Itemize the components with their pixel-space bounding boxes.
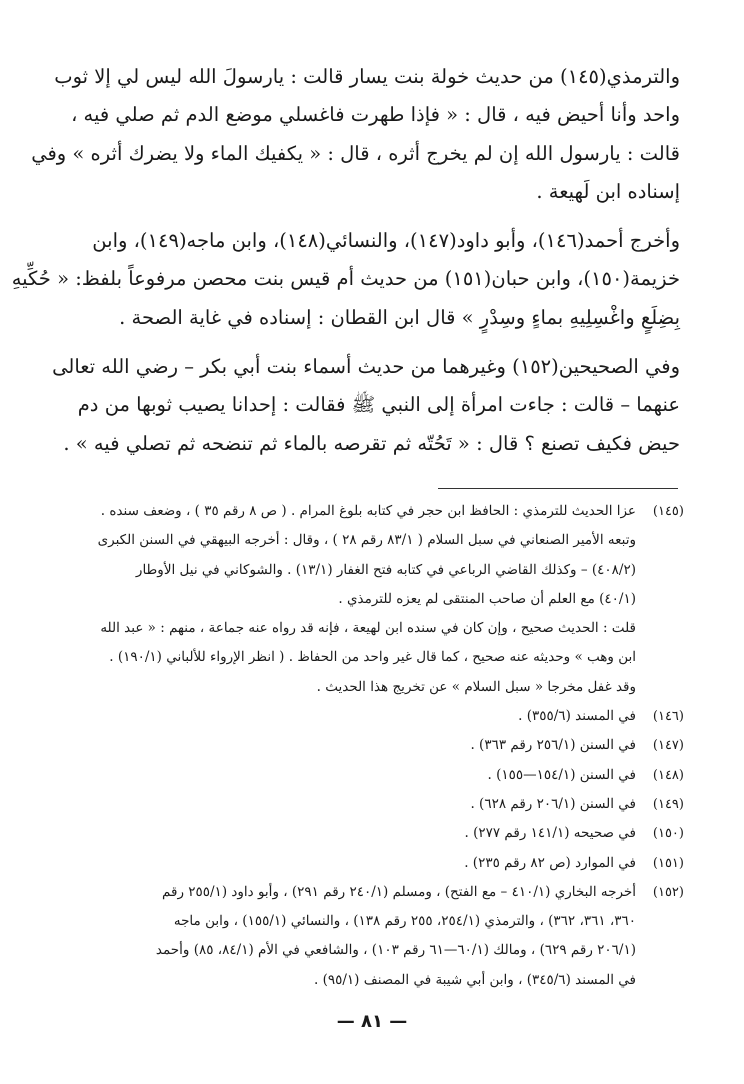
paragraph xyxy=(11,222,680,337)
footnote xyxy=(56,878,684,995)
footnote xyxy=(56,702,684,731)
text-line: قالت : يارسول الله إن لم يخرج أثره ، قال : « يكفيك الماء ولا يضرك أثره » وفي xyxy=(31,141,680,165)
text-line: حيض فكيف تصنع ؟ قال : « تَحُتّه ثم تقرصه بالماء ثم تنضحه ثم تصلي فيه » . xyxy=(63,431,680,455)
footnote-text xyxy=(56,761,636,790)
footnote xyxy=(56,819,684,848)
footnote-line: في المسند (٣٥٥/٦) . xyxy=(518,708,636,725)
footnote-line: (٤٠/١) مع العلم أن صاحب المنتقى لم يعزه للترمذي . xyxy=(338,590,636,607)
footnote-number: (١٤٥) xyxy=(652,504,684,519)
footnote xyxy=(56,497,684,702)
footnote-line: وتبعه الأمير الصنعاني في سبل السلام ( ٨٣/١ رقم ٢٨ ) ، وقال : أخرجه البيهقي في السنن الكبرى xyxy=(97,532,636,549)
footnote-number: (١٤٧) xyxy=(652,738,684,754)
footnote-text xyxy=(56,878,636,995)
footnote-number: (١٥٢) xyxy=(652,884,684,900)
footnote-number: (١٥١) xyxy=(652,855,684,871)
paragraph-gap xyxy=(68,211,680,222)
footnote-number: (١٤٩) xyxy=(652,796,684,812)
footnote xyxy=(56,849,684,878)
footnotes xyxy=(56,497,684,995)
footnote-line: (٤٠٨/٢) – وكذلك القاضي الرباعي في كتابه فتح الغفار (١٣/١) . والشوكاني في نيل الأوطار xyxy=(135,561,636,578)
paragraph xyxy=(52,348,680,463)
footnote xyxy=(56,790,684,819)
page-number: — ٨١ — xyxy=(336,1011,408,1032)
text-line: وفي الصحيحين(١٥٢) وغيرهما من حديث أسماء بنت أبي بكر – رضي الله تعالى xyxy=(52,355,680,379)
text-line: والترمذي(١٤٥) من حديث خولة بنت يسار قالت : يارسولَ الله ليس لي إلا ثوب xyxy=(54,65,680,88)
text-line: عنهما – قالت : جاءت امرأة إلى النبي ﷺ فقالت : إحدانا يصيب ثوبها من دم xyxy=(77,393,680,417)
main-text xyxy=(11,58,680,463)
footnote-number: (١٤٨) xyxy=(652,767,684,783)
text-line: وأخرج أحمد(١٤٦)، وأبو داود(١٤٧)، والنسائي(١٤٨)، وابن ماجه(١٤٩)، وابن xyxy=(92,229,680,253)
footnote-text xyxy=(56,731,636,760)
text-line: خزيمة(١٥٠)، وابن حبان(١٥١) من حديث أم قيس بنت محصن مرفوعاً بلفظ: « حُكِّيهِ xyxy=(11,267,680,291)
footnote-text xyxy=(56,849,636,878)
footnote-separator xyxy=(438,488,678,489)
footnote-line: عزا الحديث للترمذي : الحافظ ابن حجر في كتابه بلوغ المرام . ( ص ٨ رقم ٣٥ ) ، وضعف سنده . xyxy=(100,503,636,519)
footnote-line: ٣٦٠، ٣٦١، ٣٦٢) ، والترمذي (٢٥٤/١، ٢٥٥ رقم ١٣٨) ، والنسائي (١٥٥/١) ، وابن ماجه xyxy=(173,913,636,930)
text-line: واحد وأنا أحيض فيه ، قال : « فإذا طهرت فاغسلي موضع الدم ثم صلي فيه ، xyxy=(71,103,680,127)
footnote xyxy=(56,731,684,760)
footnote-line: (٢٠٦/١ رقم ٦٢٩) ، ومالك (٦٠/١—٦١ رقم ١٠٣) ، والشافعي في الأم (٨٤/١، ٨٥) وأحمد xyxy=(155,942,636,959)
footnote-text xyxy=(56,790,636,819)
paragraph xyxy=(31,58,680,211)
footnote-line: وقد غفل مخرجا « سبل السلام » عن تخريج هذا الحديث . xyxy=(316,678,636,695)
footnote-text xyxy=(56,497,636,702)
text-line: بِضِلَعٍ واغْسِلِيهِ بماءٍ وسِدْرٍ » قال ابن القطان : إسناده في غاية الصحة . xyxy=(119,305,680,329)
footnote-number: (١٥٠) xyxy=(652,826,684,842)
footnote-line: في السنن (٢٥٦/١ رقم ٣٦٣) . xyxy=(470,737,636,754)
footnote-line: ابن وهب » وحديثه عنه صحيح ، كما قال غير واحد من الحفاظ . ( انظر الإرواء للألباني (١٩٠/١) . xyxy=(109,649,636,666)
footnote xyxy=(56,761,684,790)
footnote-line: أخرجه البخاري (٤١٠/١ – مع الفتح) ، ومسلم (٢٤٠/١ رقم ٢٩١) ، وأبو داود (٢٥٥/١ رقم xyxy=(162,883,636,900)
footnote-line: في المسند (٣٤٥/٦) ، وابن أبي شيبة في المصنف (٩٥/١) . xyxy=(314,971,636,988)
text-line: إسناده ابن لَهيعة . xyxy=(536,179,680,203)
footnote-line: في السنن (٢٠٦/١ رقم ٦٢٨) . xyxy=(470,795,636,812)
footnote-text xyxy=(56,819,636,848)
footnote-line: في السنن (١٥٤/١—١٥٥) . xyxy=(487,766,636,783)
footnote-line: في صحيحه (١٤١/١ رقم ٢٧٧) . xyxy=(464,825,636,842)
paragraph-gap xyxy=(68,337,680,348)
footnote-line: قلت : الحديث صحيح ، وإن كان في سنده ابن لهيعة ، فإنه قد رواه عنه جماعة ، منهم : « عبد الله xyxy=(100,620,636,637)
footnote-number: (١٤٦) xyxy=(652,709,684,725)
footnote-line: في الموارد (ص ٨٢ رقم ٢٣٥) . xyxy=(464,854,636,871)
footnote-text xyxy=(56,702,636,731)
